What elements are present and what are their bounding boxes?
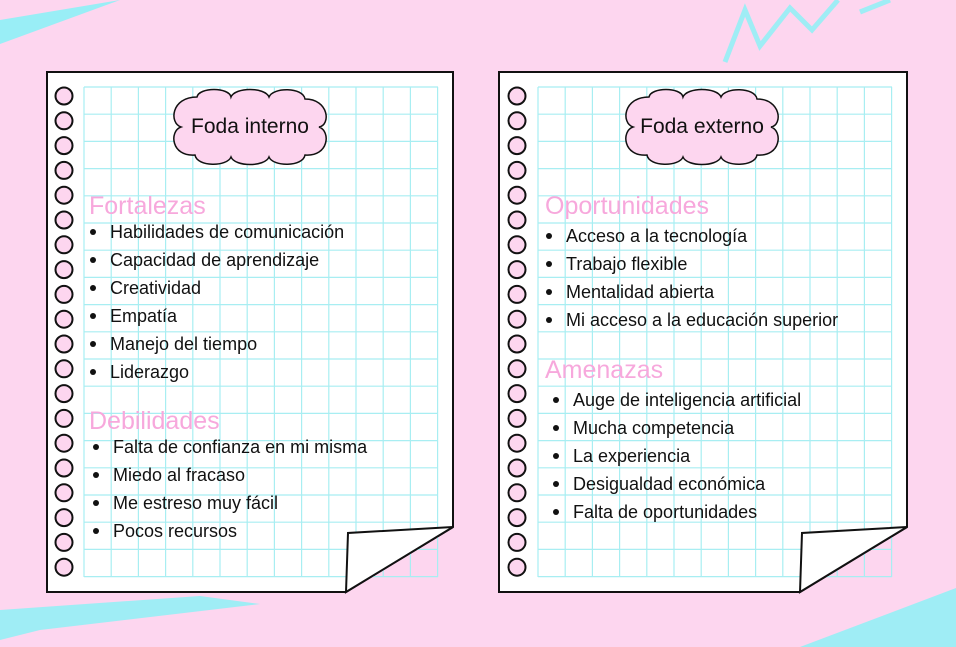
section-title-amenazas: Amenazas — [545, 356, 664, 384]
binder-ring — [509, 261, 526, 278]
list-item: Desigualdad económica — [551, 473, 801, 501]
list-item: Creatividad — [88, 277, 344, 305]
list-item: Auge de inteligencia artificial — [551, 389, 801, 417]
binder-ring — [509, 460, 526, 477]
section-title-oportunidades: Oportunidades — [545, 192, 710, 220]
fortalezas-list — [88, 221, 344, 389]
list-item: Me estreso muy fácil — [91, 492, 367, 520]
binder-ring — [56, 385, 73, 402]
binder-ring — [509, 385, 526, 402]
binder-ring — [509, 336, 526, 353]
list-item: Falta de oportunidades — [551, 501, 801, 529]
section-title-fortalezas: Fortalezas — [89, 192, 206, 220]
debilidades-list — [91, 436, 367, 548]
list-item: Manejo del tiempo — [88, 333, 344, 361]
list-item: Falta de confianza en mi misma — [91, 436, 367, 464]
brush-stroke-bottom-left — [0, 596, 260, 640]
binder-ring — [56, 187, 73, 204]
binder-ring — [509, 162, 526, 179]
list-item: Habilidades de comunicación — [88, 221, 344, 249]
binder-ring — [56, 236, 73, 253]
page-title: Foda interno — [191, 115, 309, 138]
foda-externo-page — [498, 71, 906, 593]
binder-ring — [509, 236, 526, 253]
list-item: Trabajo flexible — [544, 253, 838, 281]
binder-ring — [56, 435, 73, 452]
binder-ring — [56, 360, 73, 377]
page-curl — [800, 527, 907, 592]
binder-ring — [509, 137, 526, 154]
brush-stroke-top-right — [725, 0, 890, 62]
amenazas-list — [551, 389, 801, 529]
binder-ring — [56, 509, 73, 526]
binder-ring — [56, 286, 73, 303]
binder-ring — [56, 410, 73, 427]
binder-ring — [509, 187, 526, 204]
list-item: Miedo al fracaso — [91, 464, 367, 492]
binder-ring — [509, 484, 526, 501]
binder-ring — [509, 112, 526, 129]
brush-stroke-top-left — [0, 0, 120, 44]
binder-ring — [509, 212, 526, 229]
binder-ring — [56, 88, 73, 105]
binder-ring — [509, 286, 526, 303]
list-item: Liderazgo — [88, 361, 344, 389]
list-item: Empatía — [88, 305, 344, 333]
list-item: La experiencia — [551, 445, 801, 473]
section-title-debilidades: Debilidades — [89, 407, 220, 435]
brush-stroke-bottom-right — [800, 588, 956, 647]
binder-ring — [56, 112, 73, 129]
list-item: Capacidad de aprendizaje — [88, 249, 344, 277]
list-item: Mi acceso a la educación superior — [544, 309, 838, 337]
binder-ring — [56, 559, 73, 576]
binder-ring — [509, 509, 526, 526]
binder-ring — [509, 534, 526, 551]
list-item: Pocos recursos — [91, 520, 367, 548]
binder-ring — [56, 484, 73, 501]
binder-ring — [56, 162, 73, 179]
binder-ring — [56, 311, 73, 328]
oportunidades-list — [544, 225, 838, 337]
list-item: Acceso a la tecnología — [544, 225, 838, 253]
binder-ring — [509, 360, 526, 377]
title-cloud — [621, 87, 783, 167]
binder-ring — [509, 559, 526, 576]
foda-interno-page — [46, 71, 454, 593]
binder-ring — [509, 410, 526, 427]
page-title: Foda externo — [640, 115, 764, 138]
binder-ring — [56, 137, 73, 154]
binder-ring — [56, 336, 73, 353]
binder-ring — [509, 311, 526, 328]
binder-ring — [56, 261, 73, 278]
binder-ring — [56, 212, 73, 229]
title-cloud — [169, 87, 331, 167]
binder-ring — [509, 88, 526, 105]
list-item: Mentalidad abierta — [544, 281, 838, 309]
binder-ring — [56, 534, 73, 551]
binder-ring — [509, 435, 526, 452]
list-item: Mucha competencia — [551, 417, 801, 445]
binder-ring — [56, 460, 73, 477]
